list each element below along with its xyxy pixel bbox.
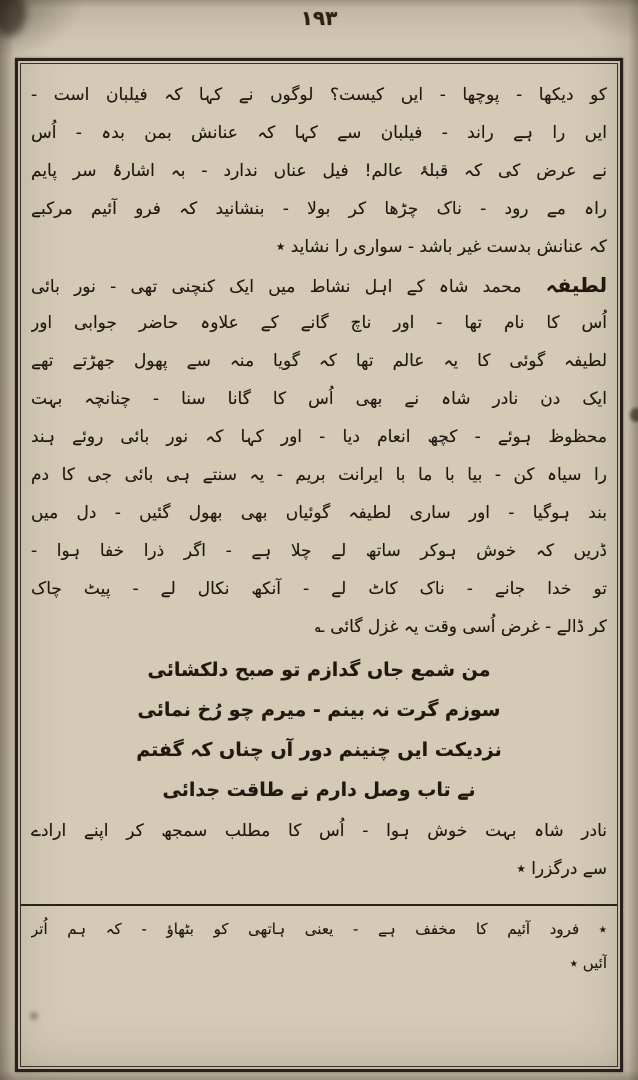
text-line: نے عرض کی کہ قبلۂ عالم! فیل عناں ندارد - بہ اشارۂ سر پایم bbox=[31, 161, 607, 181]
text-line: اُس کا نام تھا - اور ناچ گانے کے علاوہ حاضر جوابی اور bbox=[31, 313, 607, 333]
text-line: تو خدا جانے - ناک کاٹ لے - آنکھ نکال لے - پیٹ چاک bbox=[31, 579, 607, 599]
text-line: ایں را ہے راند - فیلبان سے کہا کہ عنانش بمن بدہ - اُس bbox=[31, 123, 607, 143]
scan-stain-right-edge bbox=[630, 408, 638, 422]
text-line: راہ مے رود - ناک چڑھا کر بولا - بنشانید کہ فرو آئیم مرکبے bbox=[31, 199, 607, 219]
page-text-block bbox=[31, 76, 607, 1060]
text-line: سے درگزرا ٭ bbox=[516, 859, 607, 879]
text-line: ایک دن نادر شاہ نے بھی اُس کا گانا سنا - چنانچہ بہت bbox=[31, 389, 607, 409]
text-line: کہ عنانش بدست غیر باشد - سواری را نشاید ٭ bbox=[276, 237, 607, 257]
text-line: ڈریں کہ خوش ہوکر ساتھ لے چلا ہے - اگر ذرا خفا ہوا - bbox=[31, 541, 607, 561]
text-line: محظوظ ہوئے - کچھ انعام دیا - اور کہا کہ نور بائی روئے ہند bbox=[31, 427, 607, 447]
page-border-frame bbox=[15, 58, 623, 1072]
text-line: لطیفہ گوئی کا یہ عالم تھا کہ گویا منہ سے پھول جھڑتے تھے bbox=[31, 351, 607, 371]
text-line: کر ڈالے - غرض اُسی وقت یہ غزل گائی ؎ bbox=[314, 617, 607, 637]
verse-line: من شمع جاں گدازم تو صبح دلکشائی bbox=[147, 659, 491, 681]
verse-line: نزدیکت ایں چنینم دور آں چناں کہ گفتم bbox=[136, 739, 502, 761]
text-line-latifa-start bbox=[31, 266, 607, 304]
text-line: نادر شاہ بہت خوش ہوا - اُس کا مطلب سمجھ کر اپنے ارادے bbox=[31, 821, 607, 841]
verse-line: سوزم گرت نہ بینم - میرم چو رُخ نمائی bbox=[137, 699, 501, 721]
page-number: ۱۹۳ bbox=[300, 6, 338, 30]
ghazal-verse-block bbox=[31, 650, 607, 810]
footnote-line: ٭ فرود آئیم کا مخفف ہے - یعنی ہاتھی کو بٹھاؤ - کہ ہم اُتر bbox=[31, 920, 607, 938]
verse-line: نے تاب وصل دارم نے طاقت جدائی bbox=[162, 779, 476, 801]
text-line: کو دیکھا - پوچھا - ایں کیست؟ لوگوں نے کہا کہ فیلبان است - bbox=[31, 85, 607, 105]
footnote-divider bbox=[21, 904, 617, 906]
text-line: بند ہوگیا - اور ساری لطیفہ گوئیاں بھی بھول گئیں - دل میں bbox=[31, 503, 607, 523]
text-line: را سیاہ کن - بیا با ما با ایرانت بریم - یہ سنتے ہی بائی جی کا دم bbox=[31, 465, 607, 485]
footnote-line: آئیں ٭ bbox=[569, 954, 607, 972]
latifa-first-line-rest: محمد شاہ کے اہل نشاط میں ایک کنچنی تھی - نور بائی bbox=[31, 277, 522, 297]
page-border-inner bbox=[20, 63, 618, 1067]
latifa-heading: لطیفہ bbox=[545, 273, 607, 297]
